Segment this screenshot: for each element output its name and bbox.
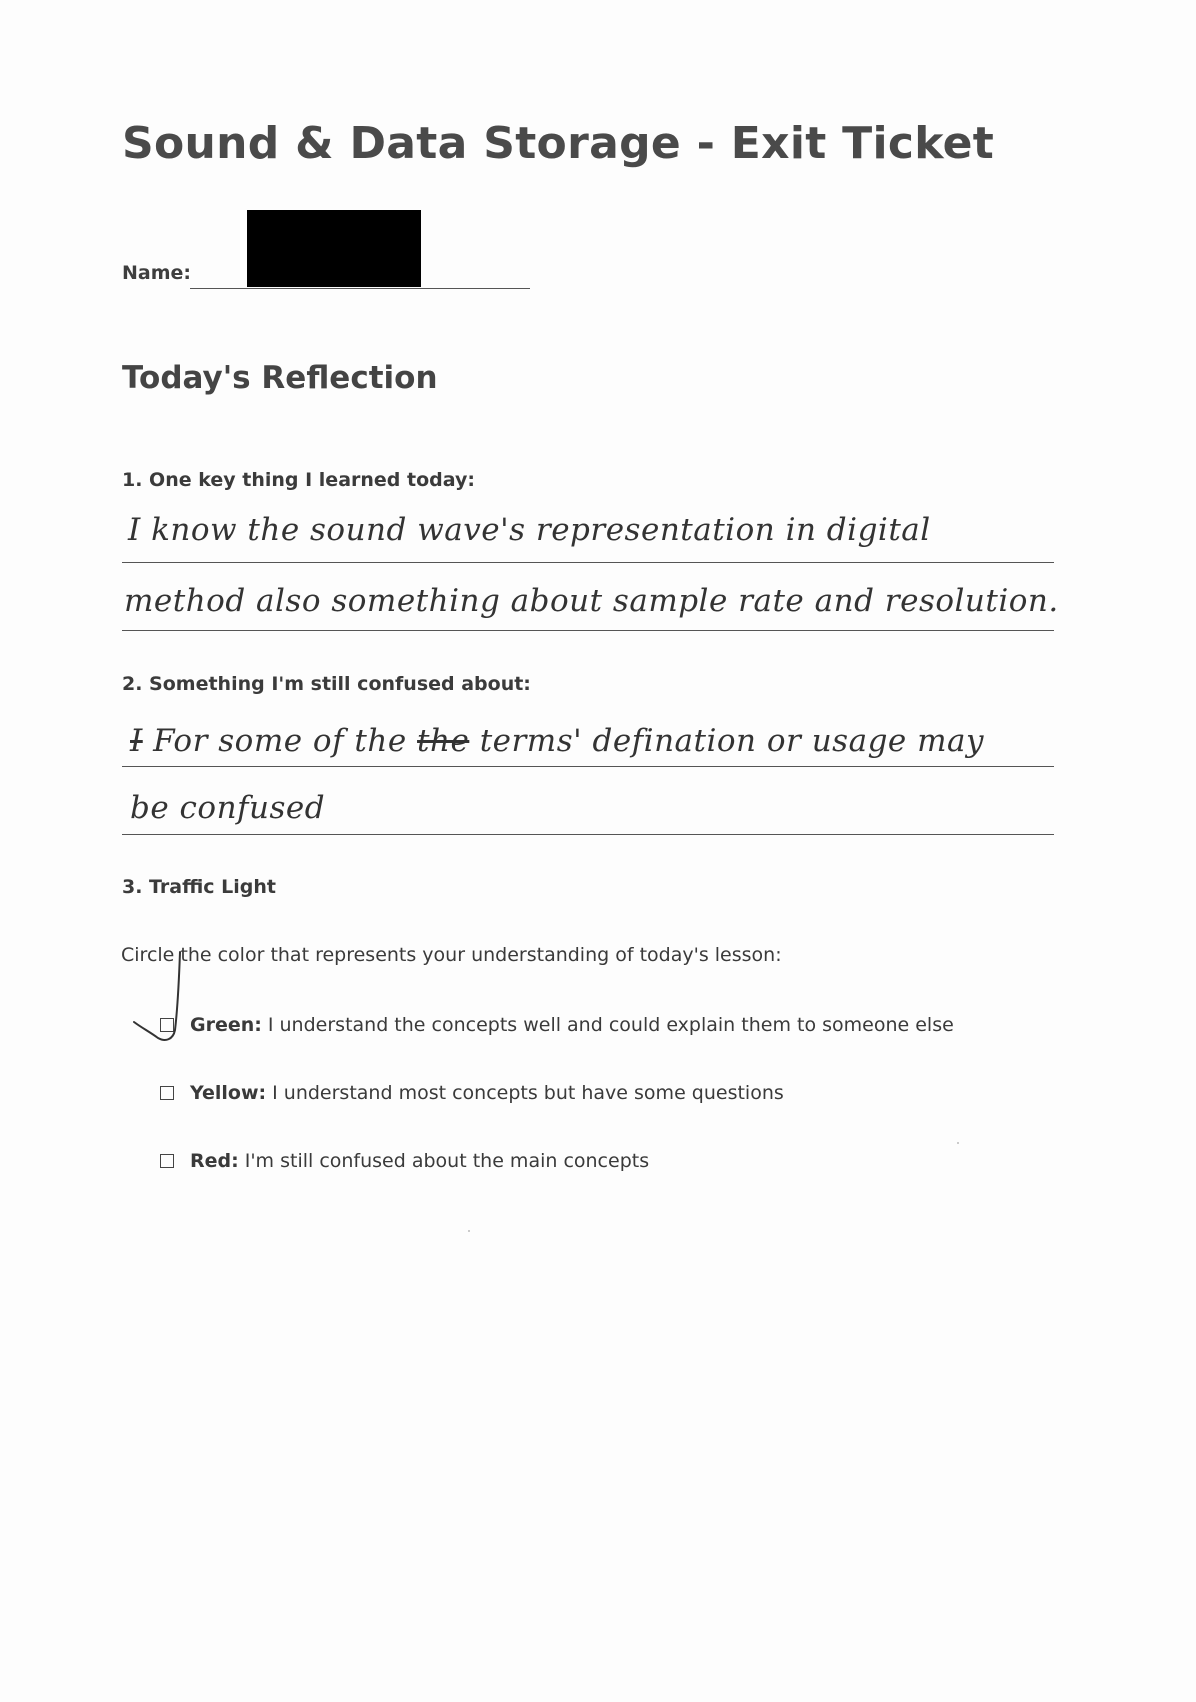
scan-speck (468, 1230, 470, 1232)
question-2-label: 2. Something I'm still confused about: (122, 673, 531, 695)
option-red[interactable] (160, 1150, 649, 1172)
name-label: Name: (122, 262, 192, 284)
question-2-rule-1 (122, 766, 1054, 767)
traffic-light-instruction: Circle the color that represents your understanding of today's lesson: (121, 944, 782, 966)
question-1-label: 1. One key thing I learned today: (122, 469, 475, 491)
name-redaction-box (247, 210, 421, 287)
option-green-text: I understand the concepts well and could explain them to someone else (267, 1014, 954, 1036)
question-1-answer-line-2: method also something about sample rate and resolution. (124, 583, 1059, 619)
question-1-answer-line-1: I know the sound wave's representation in digital (128, 512, 931, 548)
question-2-struck-prefix: I (130, 723, 143, 759)
question-2-answer-line-2: be confused (130, 790, 326, 826)
question-2-rule-2 (122, 834, 1054, 835)
section-title: Today's Reflection (122, 360, 438, 396)
scan-speck (957, 1142, 959, 1144)
page-title: Sound & Data Storage - Exit Ticket (122, 118, 995, 169)
question-2-answer-line-1 (130, 723, 984, 759)
checkbox-yellow[interactable] (160, 1086, 174, 1100)
option-yellow-name: Yellow: (190, 1082, 267, 1104)
option-yellow[interactable] (160, 1082, 784, 1104)
name-underline (190, 288, 530, 289)
question-3-label: 3. Traffic Light (122, 876, 277, 898)
option-red-text: I'm still confused about the main concepts (244, 1150, 650, 1172)
question-2-struck-word: the (417, 723, 470, 759)
question-2-answer-part-b: terms' defination or usage may (479, 723, 984, 759)
option-red-name: Red: (190, 1150, 239, 1172)
option-green[interactable] (160, 1014, 954, 1036)
question-1-rule-2 (122, 630, 1054, 631)
question-1-rule-1 (122, 562, 1054, 563)
handwritten-check-mark-icon (130, 950, 190, 1045)
option-yellow-text: I understand most concepts but have some questions (272, 1082, 784, 1104)
option-green-name: Green: (190, 1014, 262, 1036)
question-2-answer-part-a: For some of the (153, 723, 407, 759)
checkbox-red[interactable] (160, 1154, 174, 1168)
